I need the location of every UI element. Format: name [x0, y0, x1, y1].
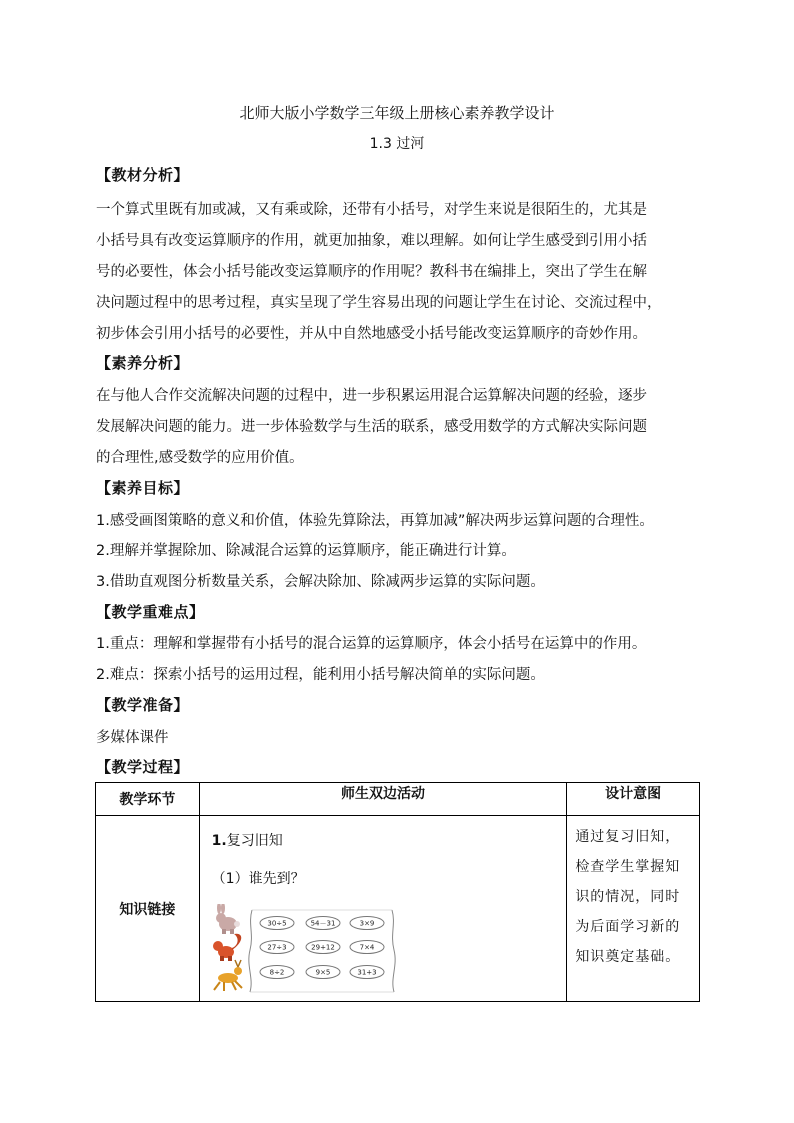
expr-2-2: 29+12 [310, 943, 335, 952]
table-header-row [96, 783, 700, 816]
prep-text: 多媒体课件 [96, 730, 169, 746]
literacy-line-1: 在与他人合作交流解决问题的过程中，进一步积累运用混合运算解决问题的经验，逐步 [96, 388, 647, 404]
section-heading-literacy: 【素养分析】 [96, 354, 190, 372]
material-line-1: 一个算式里既有加或减，又有乘或除，还带有小括号，对学生来说是很陌生的，尤其是 [96, 202, 647, 218]
intent-line-5: 知识奠定基础。 [575, 949, 681, 965]
squirrel-icon [213, 934, 241, 961]
intent-line-1: 通过复习旧知， [575, 829, 681, 845]
goal-item-3: 3.借助直观图分析数量关系，会解决除加、除减两步运算的实际问题。 [96, 574, 545, 590]
header-intent: 设计意图 [567, 783, 700, 816]
material-line-3: 号的必要性，体会小括号能改变运算顺序的作用呢？教科书在编排上，突出了学生在解 [96, 264, 647, 280]
intent-line-3: 识的情况，同时 [575, 889, 681, 905]
deer-icon [214, 960, 242, 991]
section-heading-keypoints: 【教学重难点】 [96, 603, 205, 621]
activity-heading-num: 1. [211, 833, 227, 849]
header-phase: 教学环节 [96, 783, 200, 816]
expr-1-3: 3×9 [359, 919, 375, 928]
literacy-line-3: 的合理性,感受数学的应用价值。 [96, 450, 304, 466]
material-line-5: 初步体会引用小括号的必要性，并从中自然地感受小括号能改变运算顺序的奇妙作用。 [96, 326, 647, 342]
literacy-line-2: 发展解决问题的能力。进一步体验数学与生活的联系，感受用数学的方式解决实际问题 [96, 419, 647, 435]
expr-3-3: 31+3 [357, 968, 377, 977]
rabbit-icon [216, 904, 240, 934]
expr-2-3: 7×4 [359, 943, 375, 952]
goal-item-2: 2.理解并掌握除加、除减混合运算的运算顺序，能正确进行计算。 [96, 543, 516, 559]
lesson-title: 1.3 过河 [369, 136, 425, 152]
section-heading-prep: 【教学准备】 [96, 696, 190, 714]
table-row [96, 816, 700, 1002]
intent-line-4: 为后面学习新的 [575, 919, 681, 935]
expr-3-1: 8÷2 [269, 968, 285, 977]
race-game-image [210, 904, 400, 996]
section-heading-process: 【教学过程】 [96, 758, 190, 776]
keypoint-item-1: 1.重点：理解和掌握带有小括号的混合运算的运算顺序，体会小括号在运算中的作用。 [96, 636, 647, 652]
expr-2-1: 27÷3 [267, 943, 287, 952]
expr-1-1: 30÷5 [267, 919, 287, 928]
activity-cell [199, 816, 567, 1002]
material-line-2: 小括号具有改变运算顺序的作用，就更加抽象，难以理解。如何让学生感受到引用小括 [96, 233, 647, 249]
material-line-4: 决问题过程中的思考过程，真实呈现了学生容易出现的问题让学生在讨论、交流过程中， [96, 295, 662, 311]
process-table [95, 782, 700, 1002]
intent-line-2: 检查学生掌握知 [575, 859, 681, 875]
section-heading-material: 【教材分析】 [96, 166, 190, 184]
activity-heading-text: 复习旧知 [226, 833, 283, 849]
phase-cell: 知识链接 [96, 816, 200, 1002]
expr-3-2: 9×5 [315, 968, 331, 977]
goal-item-1: 1.感受画图策略的意义和价值，体验先算除法，再算加减”解决两步运算问题的合理性。 [96, 513, 654, 529]
expr-1-2: 54－31 [310, 919, 336, 928]
section-heading-goals: 【素养目标】 [96, 479, 190, 497]
document-title: 北师大版小学数学三年级上册核心素养教学设计 [239, 104, 555, 122]
activity-question: （1）谁先到？ [211, 871, 305, 887]
activity-heading [212, 830, 283, 850]
keypoint-item-2: 2.难点：探索小括号的运用过程，能利用小括号解决简单的实际问题。 [96, 667, 545, 683]
header-activity: 师生双边活动 [199, 783, 567, 816]
intent-cell [567, 816, 700, 1002]
